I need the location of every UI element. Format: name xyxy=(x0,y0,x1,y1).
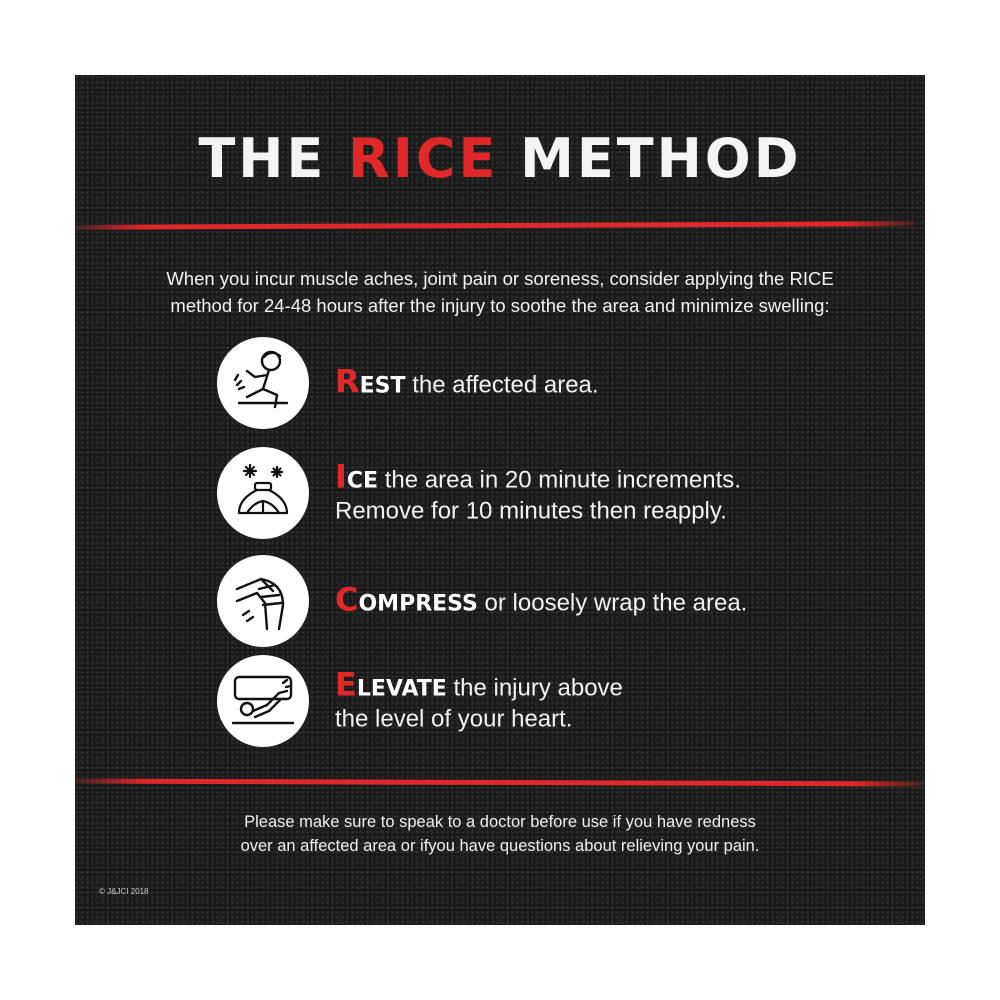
step-elevate-detail: the injury above xyxy=(446,674,623,702)
step-elevate-word: LEVATE xyxy=(356,676,447,702)
step-rest-letter: R xyxy=(335,362,360,401)
step-rest-word: EST xyxy=(359,373,406,399)
elevated-leg-icon xyxy=(217,655,309,747)
step-compress-detail: or loosely wrap the area. xyxy=(477,589,748,617)
step-elevate xyxy=(217,655,857,749)
knee-wrap-icon xyxy=(217,555,309,647)
step-ice-text xyxy=(335,457,741,527)
footer-line-2: over an affected area or ifyou have questions about relieving your pain. xyxy=(240,837,760,855)
title-accent-rice: RICE xyxy=(348,127,499,190)
step-elevate-line-1 xyxy=(335,665,623,705)
step-elevate-letter: E xyxy=(335,665,357,704)
footer-line-1: Please make sure to speak to a doctor before use if you have redness xyxy=(244,813,756,831)
step-ice-detail: the area in 20 minute increments. xyxy=(378,466,741,494)
step-rest-detail: the affected area. xyxy=(405,371,599,399)
step-ice xyxy=(217,447,857,541)
step-ice-word: CE xyxy=(346,468,379,494)
step-rest xyxy=(217,337,857,431)
intro-text xyxy=(95,265,905,319)
resting-person-icon xyxy=(217,337,309,429)
title-part-method: METHOD xyxy=(498,127,802,190)
step-ice-line-1 xyxy=(335,457,741,497)
step-ice-line-2: Remove for 10 minutes then reapply. xyxy=(335,497,727,525)
step-elevate-line-2: the level of your heart. xyxy=(335,705,573,733)
step-compress-line-1 xyxy=(335,580,748,620)
step-compress-text xyxy=(335,580,748,620)
intro-line-1: When you incur muscle aches, joint pain or soreness, consider applying the RICE xyxy=(166,268,834,289)
bottom-divider xyxy=(75,779,925,787)
step-compress-letter: C xyxy=(335,580,359,619)
copyright-notice: © J&JCI 2018 xyxy=(99,887,149,896)
top-divider xyxy=(75,221,915,230)
ice-pack-icon xyxy=(217,447,309,539)
step-rest-line-1 xyxy=(335,362,599,402)
intro-line-2: method for 24-48 hours after the injury to soothe the area and minimize swelling: xyxy=(170,295,830,316)
step-rest-text xyxy=(335,362,599,402)
step-compress xyxy=(217,555,857,649)
step-elevate-text xyxy=(335,665,623,735)
step-ice-letter: I xyxy=(335,457,347,496)
footer-disclaimer xyxy=(95,810,905,858)
title-part-the: THE xyxy=(198,127,349,190)
step-compress-word: OMPRESS xyxy=(358,591,478,617)
poster-title xyxy=(75,127,925,191)
rice-method-poster xyxy=(75,75,925,925)
